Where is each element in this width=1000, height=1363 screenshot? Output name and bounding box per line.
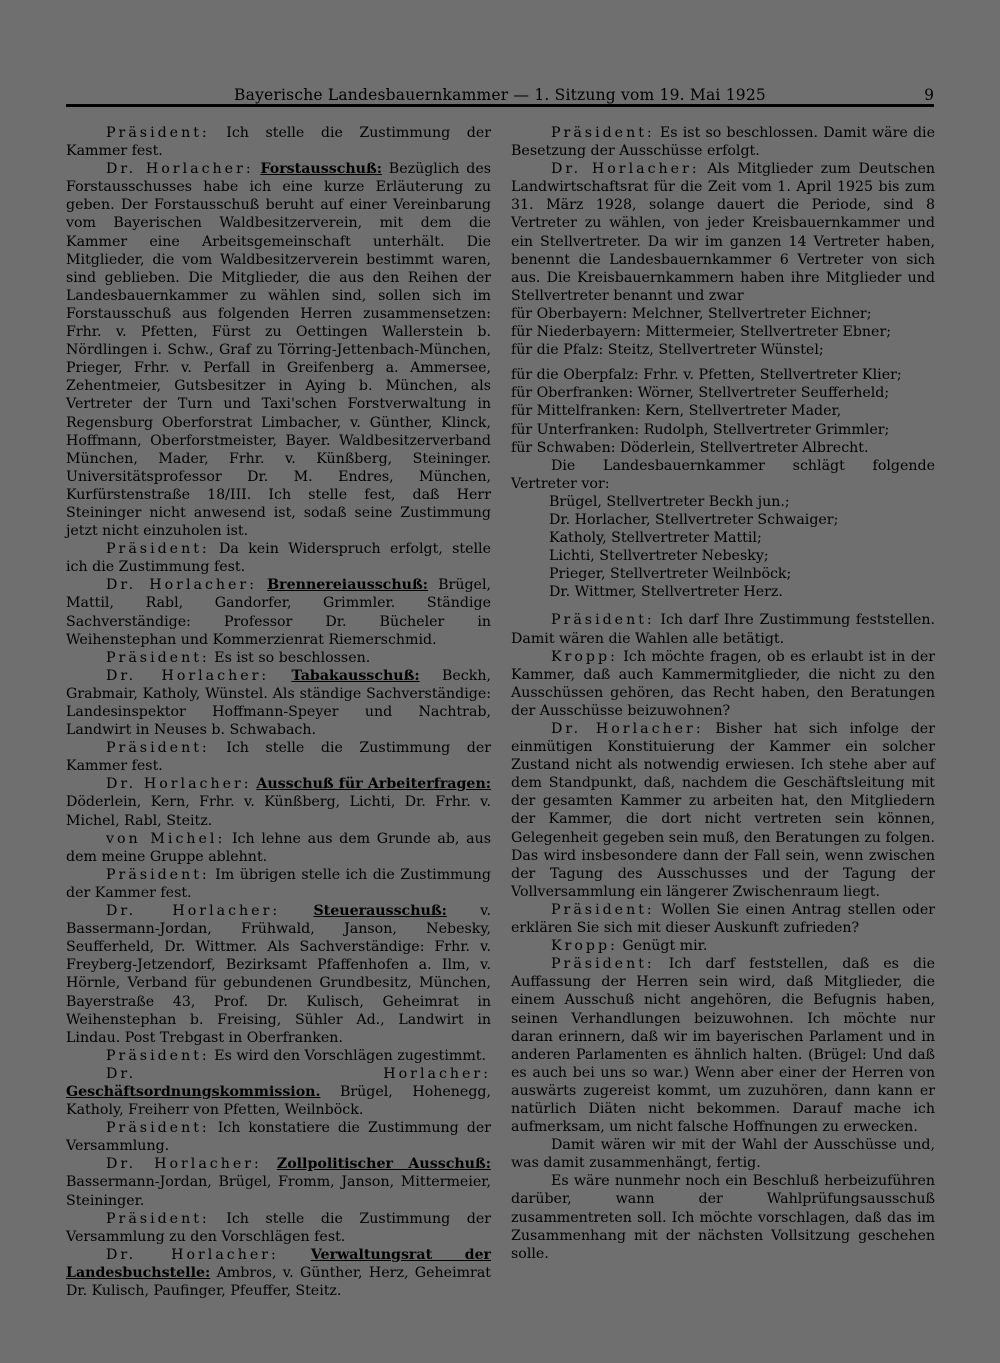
paragraph bbox=[66, 1210, 491, 1246]
speaker: Dr. Horlacher: bbox=[106, 577, 257, 594]
speaker: Dr. Horlacher: bbox=[106, 161, 254, 178]
list-item: für die Oberpfalz: Frhr. v. Pfetten, Stellvertreter Klier; bbox=[511, 367, 902, 384]
paragraph bbox=[66, 902, 491, 1047]
paragraph-text: Ich stelle die Zustimmung der Kammer fest. bbox=[66, 740, 491, 775]
spacer bbox=[511, 359, 935, 366]
speaker: Dr. Horlacher: bbox=[106, 667, 270, 684]
paragraph bbox=[66, 1246, 491, 1300]
page-number: 9 bbox=[924, 86, 934, 104]
paragraph-text: Da kein Widerspruch erfolgt, stelle ich die Zustimmung fest. bbox=[66, 541, 491, 576]
committee-heading: Geschäftsordnungskommission. bbox=[66, 1083, 321, 1100]
list-item: für Niederbayern: Mittermeier, Stellvertreter Ebner; bbox=[511, 324, 892, 341]
paragraph bbox=[66, 775, 491, 829]
speaker: von Michel: bbox=[106, 830, 226, 847]
paragraph-text: Ich lehne aus dem Grunde ab, aus dem meine Gruppe ablehnt. bbox=[66, 830, 491, 865]
committee-heading: Forstausschuß: bbox=[260, 161, 382, 178]
paragraph bbox=[511, 160, 935, 305]
list-item: Brügel, Stellvertreter Beckh jun.; bbox=[549, 493, 790, 510]
paragraph bbox=[66, 1065, 491, 1119]
paragraph-text: Ich konstatiere die Zustimmung der Versammlung. bbox=[66, 1120, 491, 1155]
left-column bbox=[66, 124, 491, 1300]
paragraph-text: Ambros, v. Günther, Herz, Geheimrat Dr. Kulisch, Paufinger, Pfeuffer, Steitz. bbox=[66, 1264, 491, 1299]
paragraph-text: Genügt mir. bbox=[617, 938, 708, 955]
speaker: Präsident: bbox=[106, 1210, 210, 1227]
speaker: Dr. Horlacher: bbox=[551, 721, 704, 737]
paragraph-text: Im übrigen stelle ich die Zustimmung der Kammer fest. bbox=[66, 866, 491, 901]
paragraph-text: Brügel, Mattil, Rabl, Gandorfer, Grimmler. Ständige Sachverständige: Professor Dr. Bücheler in Weihenstephan und Kommerzienrat Riemerschmid. bbox=[66, 577, 491, 648]
speaker: Präsident: bbox=[106, 1047, 210, 1064]
list-item: Prieger, Stellvertreter Weilnböck; bbox=[549, 566, 792, 583]
paragraph-text: Es wird den Vorschlägen zugestimmt. bbox=[209, 1047, 487, 1064]
paragraph-text: v. Bassermann-Jordan, Frühwald, Janson, Nebesky, Seufferheld, Dr. Wittmer. Als Sachverständige: Frhr. v. Freyberg-Jetzendorf, Bezirksamt Pfaffenhofen a. Ilm, v. Hörnle, Verband für gebundenen Grundbesitz, München, Bayerstraße 43, Prof. Dr. Kulisch, Geheimrat in Weihenstephan b. Freising, Sühler Ad., Landwirt in Lindau. Post Trebgast in Oberfranken. bbox=[66, 903, 491, 1046]
district-list bbox=[511, 305, 935, 457]
speaker: Präsident: bbox=[106, 125, 210, 141]
speaker: Präsident: bbox=[106, 649, 210, 666]
paragraph-text: Es ist so beschlossen. bbox=[209, 649, 371, 666]
paragraph bbox=[66, 1155, 491, 1209]
right-column bbox=[511, 124, 935, 1263]
list-item: für Oberbayern: Melchner, Stellvertreter Eichner; bbox=[511, 305, 872, 322]
list-item: für Mittelfranken: Kern, Stellvertreter Mader, bbox=[511, 403, 842, 420]
speaker: Dr. Horlacher: bbox=[106, 776, 252, 793]
speaker: Präsident: bbox=[551, 612, 655, 629]
header-rule bbox=[66, 104, 934, 107]
paragraph-text: Beckh, Grabmair, Katholy, Wünstel. Als ständige Sachverständige: Landesinspektor Hoffmann-Speyer und Nachtrab, Landwirt in Neuses b. Schwabach. bbox=[66, 667, 491, 739]
paragraph bbox=[66, 739, 491, 775]
speaker: Kropp: bbox=[551, 648, 618, 665]
running-header bbox=[66, 84, 934, 106]
speaker: Präsident: bbox=[106, 1120, 210, 1137]
paragraph bbox=[66, 124, 491, 160]
paragraph-text: Ich stelle die Zustimmung der Kammer fest. bbox=[66, 125, 491, 160]
paragraph bbox=[66, 667, 491, 739]
committee-heading: Steuerausschuß: bbox=[313, 903, 447, 920]
list-item: Katholy, Stellvertreter Mattil; bbox=[549, 530, 762, 547]
paragraph: Die Landesbauernkammer schlägt folgende Vertreter vor: bbox=[511, 457, 935, 492]
paragraph bbox=[66, 160, 491, 540]
paragraph bbox=[66, 576, 491, 648]
speaker: Dr. Horlacher: bbox=[106, 1156, 262, 1173]
paragraph bbox=[66, 649, 491, 667]
paragraph bbox=[66, 830, 491, 866]
paragraph: Damit wären wir mit der Wahl der Ausschüsse und, was damit zusammenhängt, fertig. bbox=[511, 1137, 935, 1172]
speaker: Präsident: bbox=[551, 125, 655, 141]
speaker: Präsident: bbox=[106, 866, 210, 883]
speaker: Dr. Horlacher: bbox=[551, 161, 700, 178]
paragraph-text: Wollen Sie einen Antrag stellen oder erklären Sie sich mit dieser Auskunft zufrieden? bbox=[511, 901, 935, 937]
paragraph-text: Döderlein, Kern, Frhr. v. Künßberg, Lichti, Dr. Frhr. v. Michel, Rabl, Steitz. bbox=[66, 794, 491, 829]
list-item: für die Pfalz: Steitz, Stellvertreter Wünstel; bbox=[511, 342, 824, 359]
list-item: Lichti, Stellvertreter Nebesky; bbox=[549, 548, 769, 565]
speaker: Dr. Horlacher: bbox=[106, 903, 281, 920]
paragraph bbox=[511, 124, 935, 160]
paragraph bbox=[511, 937, 935, 955]
paragraph-text: Brügel, Hohenegg, Katholy, Freiherr von Pfetten, Weilnböck. bbox=[66, 1083, 491, 1119]
committee-heading: Brennereiausschuß: bbox=[267, 577, 428, 594]
paragraph bbox=[511, 720, 935, 901]
list-item: für Unterfranken: Rudolph, Stellvertreter Grimmler; bbox=[511, 421, 890, 438]
committee-heading: Tabakausschuß: bbox=[291, 667, 420, 684]
paragraph bbox=[511, 611, 935, 647]
paragraph: Es wäre nunmehr noch ein Beschluß herbeizuführen darüber, wann der Wahlprüfungsausschuß zusammentreten soll. Ich möchte vorschlagen, daß das im Zusammenhang mit der nächsten Vollsitzung geschehen solle. bbox=[511, 1173, 935, 1262]
speaker: Präsident: bbox=[551, 901, 655, 918]
committee-heading: Ausschuß für Arbeiterfragen: bbox=[256, 776, 492, 793]
paragraph-text: Bassermann-Jordan, Brügel, Fromm, Janson, Mittermeier, Steininger. bbox=[66, 1174, 491, 1209]
header-title: Bayerische Landesbauernkammer — 1. Sitzung vom 19. Mai 1925 bbox=[234, 86, 766, 104]
speaker: Präsident: bbox=[551, 956, 655, 973]
committee-heading: Verwaltungsrat der Landesbuchstelle: bbox=[66, 1246, 491, 1281]
paragraph-text: Ich darf Ihre Zustimmung feststellen. Damit wären die Wahlen alle betätigt. bbox=[511, 612, 935, 647]
paragraph-text: Ich möchte fragen, ob es erlaubt ist in der Kammer, daß auch Kammermitglieder, die nicht zu den Ausschüssen gehören, das Recht haben, den Beratungen der Ausschüsse beizuwohnen? bbox=[511, 648, 935, 719]
speaker: Dr. Horlacher: bbox=[106, 1246, 279, 1263]
speaker: Kropp: bbox=[551, 938, 618, 955]
list-item: für Schwaben: Döderlein, Stellvertreter Albrecht. bbox=[511, 439, 869, 456]
committee-heading: Zollpolitischer Ausschuß: bbox=[276, 1156, 491, 1173]
paragraph bbox=[511, 901, 935, 937]
list-item: Dr. Horlacher, Stellvertreter Schwaiger; bbox=[549, 511, 839, 528]
paragraph bbox=[66, 866, 491, 902]
speaker: Präsident: bbox=[106, 740, 210, 757]
paragraph bbox=[511, 648, 935, 720]
paragraph bbox=[66, 1119, 491, 1155]
spacer bbox=[511, 601, 935, 611]
list-item: für Oberfranken: Wörner, Stellvertreter Seufferheld; bbox=[511, 385, 890, 402]
paragraph-text: Als Mitglieder zum Deutschen Landwirtschaftsrat für die Zeit vom 1. April 1925 bis zum 31. März 1928, solange dauert die Periode, sind 8 Vertreter zu wählen, von jeder Kreisbauernkammer und ein Stellvertreter. Da wir im ganzen 14 Vertreter haben, benennt die Landesbauernkammer 6 Vertreter von sich aus. Die Kreisbauernkammern haben ihre Mitglieder und Stellvertreter benannt und zwar bbox=[511, 161, 935, 304]
proposal-list bbox=[511, 493, 935, 602]
paragraph-text: Bezüglich des Forstausschusses habe ich eine kurze Erläuterung zu geben. Der Forstausschuß beruht auf einer Vereinbarung vom Bayerischen Waldbesitzerverein, mit dem die Kammer eine Arbeitsgemeinschaft unterhält. Die Mitglieder, die vom Waldbesitzerverein bestimmt waren, sind geblieben. Die Mitglieder, die aus den Reihen der Landesbauernkammer zu wählen sind, sollen sich im Forstausschuß aus folgenden Herren zusammensetzen: Frhr. v. Pfetten, Fürst zu Oettingen Wallerstein b. Nördlingen i. Schw., Graf zu Törring-Jettenbach-München, Prieger, Frhr. v. Perfall in Greifenberg a. Ammersee, Zehentmeier, Gutsbesitzer in Aying b. München, als Vertreter der Turn und Taxi'schen Forstverwaltung in Regensburg Oberforstrat Limbacher, v. Günther, Klinck, Hoffmann, Oberforstmeister, Bayer. Waldbesitzerverband München, Mader, Frhr. v. Künßberg, Steininger. Universitätsprofessor Dr. M. Endres, München, Kurfürstenstraße 18/III. Ich stelle fest, daß Herr Steininger nicht anwesend ist, sodaß seine Zustimmung jetzt nicht einzuholen ist. bbox=[66, 161, 491, 540]
list-item: Dr. Wittmer, Stellvertreter Herz. bbox=[549, 584, 783, 601]
paragraph bbox=[66, 1047, 491, 1065]
paragraph bbox=[66, 540, 491, 576]
paragraph-text: Es ist so beschlossen. Damit wäre die Besetzung der Ausschüsse erfolgt. bbox=[511, 125, 935, 160]
paragraph-text: Ich darf feststellen, daß es die Auffassung der Herren sein wird, daß Mitglieder, die einem Ausschuß nicht angehören, die Befugnis haben, seinen Verhandlungen beizuwohnen. Ich möchte nur daran erinnern, daß wir im bayerischen Parlament und in anderen Parlamenten es ähnlich halten. (Brügel: Und daß es auch bei uns so war.) Wenn aber einer der Herren von auswärts zugereist kommt, um zuzuhören, dann kann er natürlich Diäten nicht bekommen. Darauf mache ich aufmerksam, um nicht falsche Hoffnungen zu erwecken. bbox=[511, 956, 935, 1136]
paragraph-text: Bisher hat sich infolge der einmütigen Konstituierung der Kammer ein solcher Zustand nicht als notwendig erwiesen. Ich stehe aber auf dem Standpunkt, daß, nachdem die Geschäftsleitung mit der gesamten Kammer zu arbeiten hat, den Mitgliedern der Kammer, die dort nicht vertreten sein können, Gelegenheit gegeben sein muß, den Beratungen zu folgen. Das wird insbesondere dann der Fall sein, wenn zwischen der Tagung des Ausschusses und der Tagung der Vollversammlung ein längerer Zwischenraum liegt. bbox=[511, 721, 935, 900]
paragraph bbox=[511, 955, 935, 1136]
speaker: Dr. Horlacher: bbox=[106, 1065, 491, 1082]
paragraph-text: Ich stelle die Zustimmung der Versammlung zu den Vorschlägen fest. bbox=[66, 1210, 491, 1245]
speaker: Präsident: bbox=[106, 541, 210, 558]
